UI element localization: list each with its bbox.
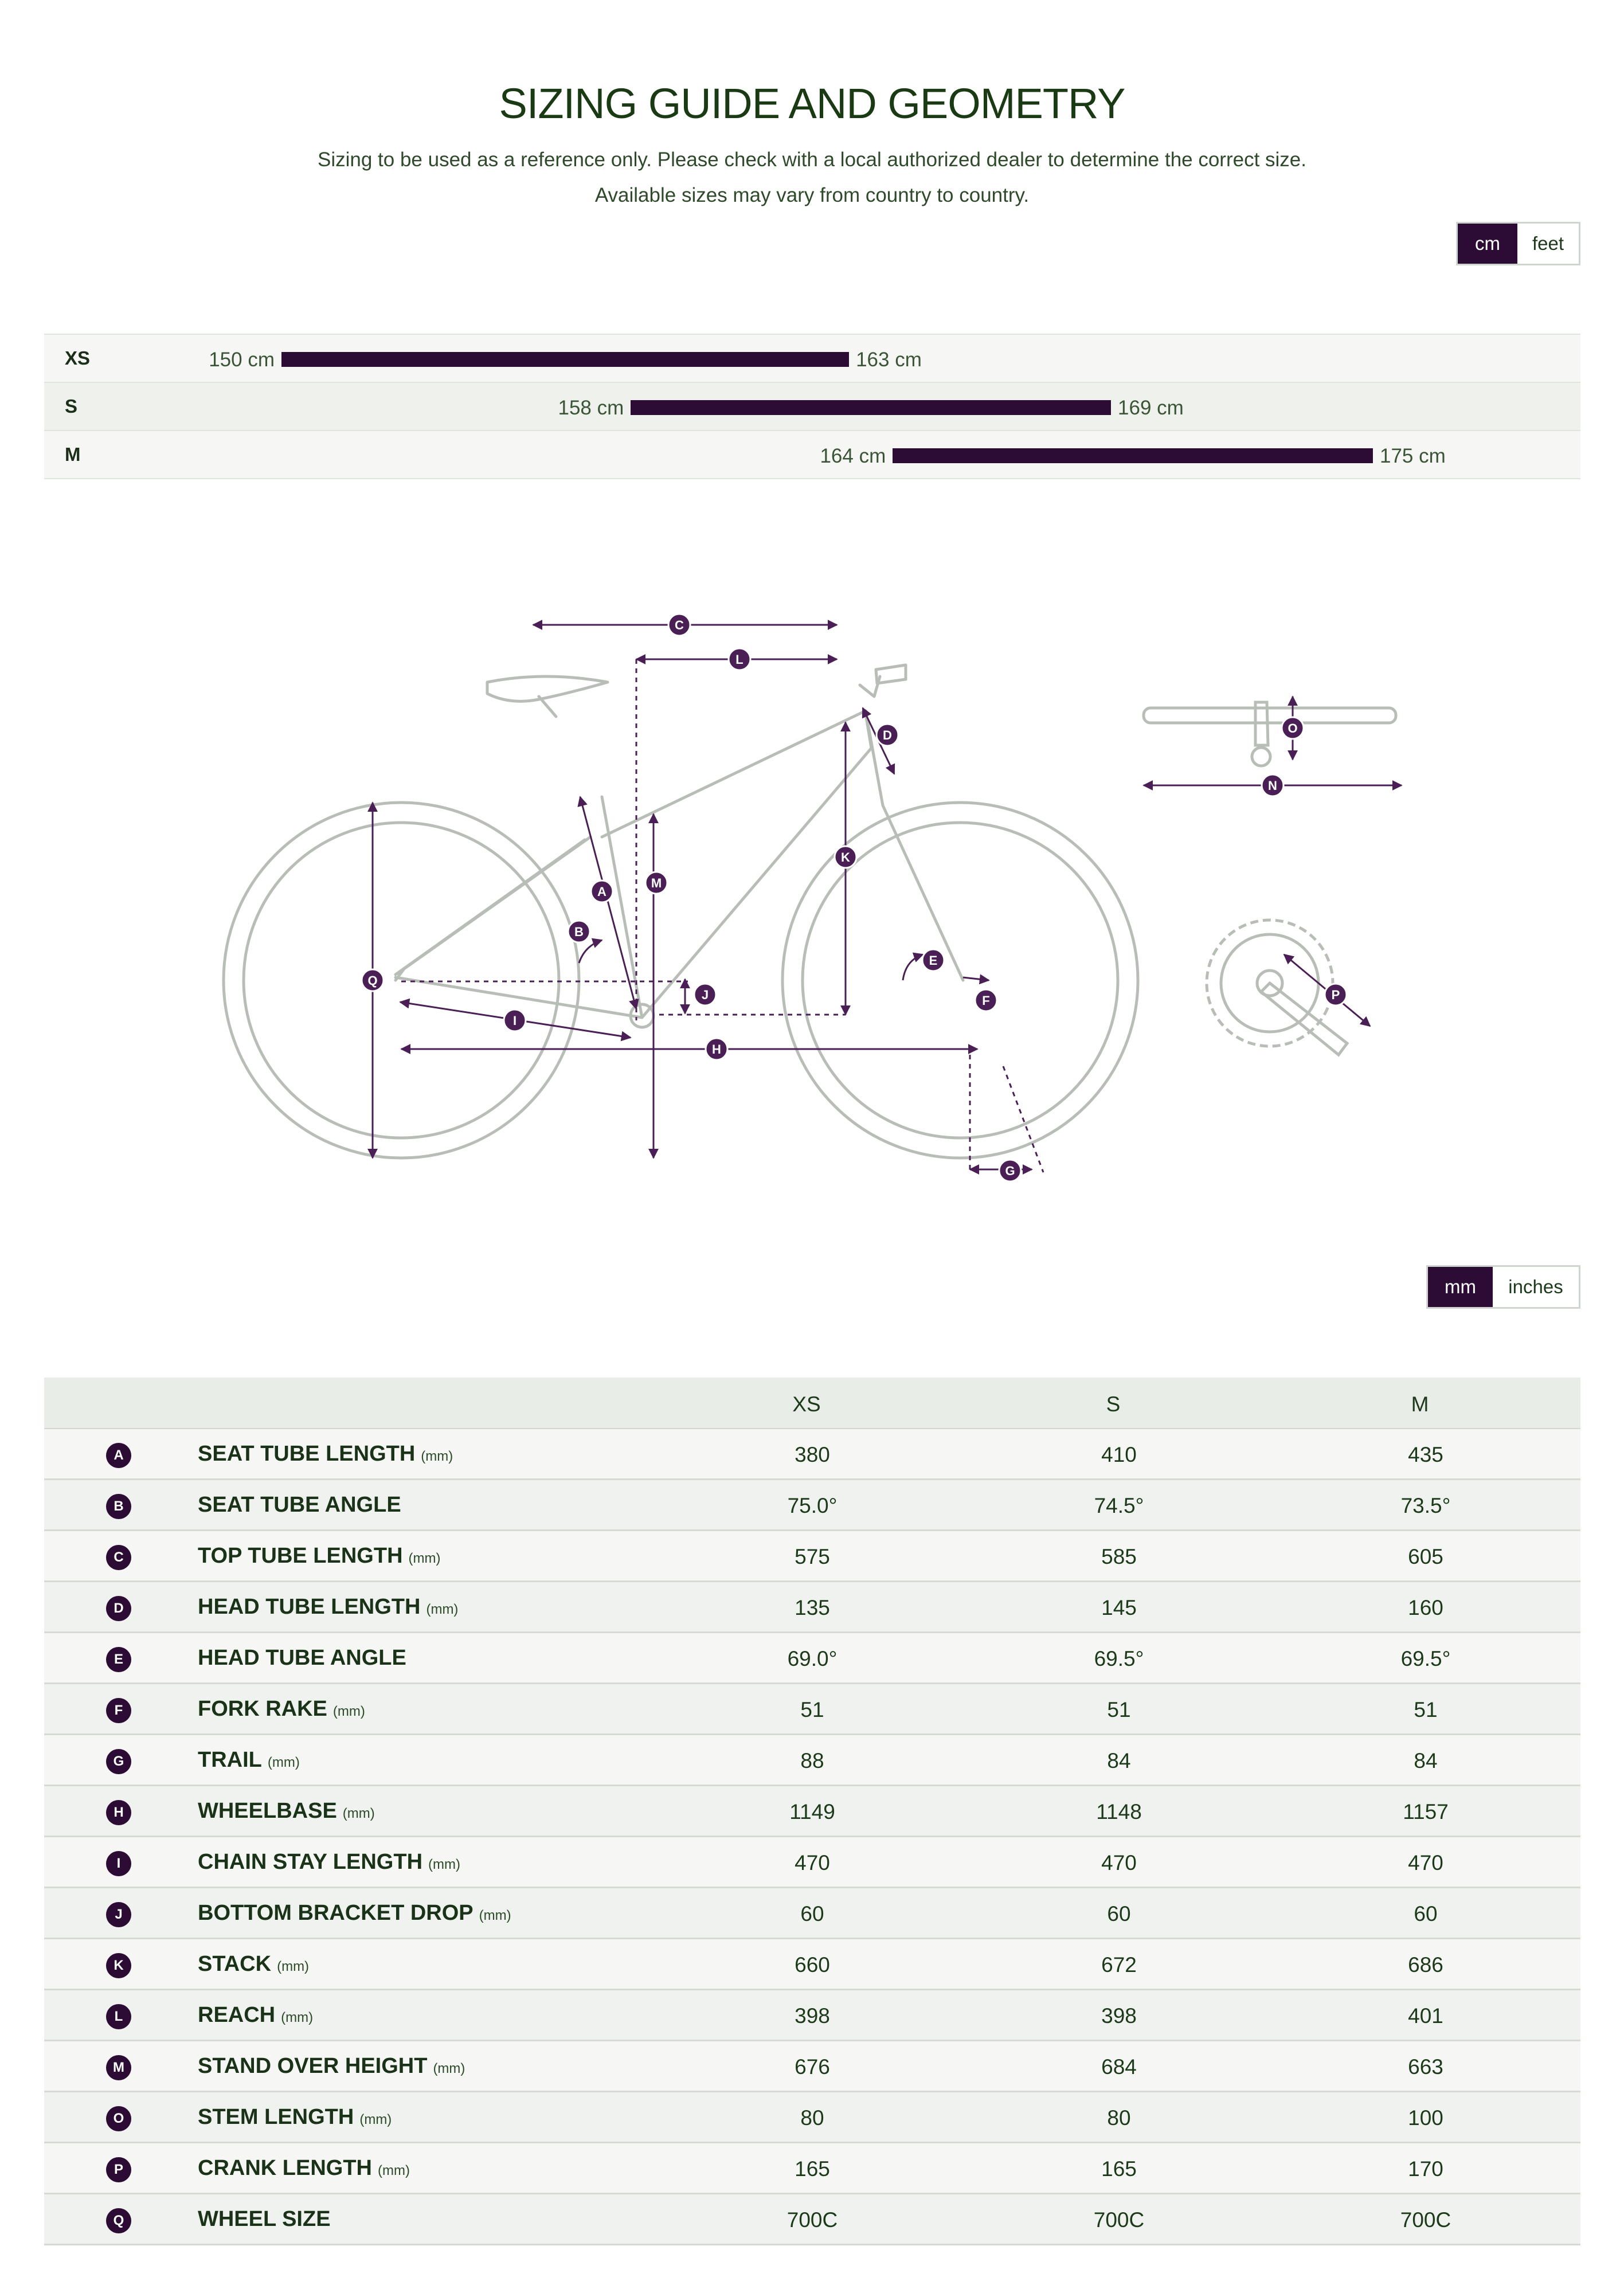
measurement-label: BOTTOM BRACKET DROP [198,1901,473,1925]
value-cell: 160 [1408,1596,1443,1619]
measurement-badge: D [106,1596,131,1621]
rider-height-ranges [44,334,1580,479]
measurement-unit: (mm) [359,2112,392,2127]
value-cell: 80 [800,2106,824,2130]
value-cell: 398 [795,2004,830,2028]
diagram-marker-label: F [982,993,990,1008]
table-row [44,2194,1580,2245]
diagram-marker-label: J [701,988,709,1002]
crankset-outline [1207,920,1347,1055]
value-cell: 700C [1400,2208,1451,2232]
range-min-label: 150 cm [209,349,275,371]
value-cell: 660 [795,1953,830,1977]
table-row [44,1990,1580,2041]
diagram-marker-label: I [512,1014,517,1028]
measurement-unit: (mm) [277,1959,310,1974]
value-cell: 470 [1101,1851,1137,1875]
value-cell: 69.5° [1094,1647,1144,1670]
value-cell: 60 [1414,1902,1438,1926]
table-row [44,1429,1580,1480]
measurement-badge: H [106,1800,131,1825]
range-bar [893,448,1373,463]
measurement-badge: L [106,2004,131,2029]
measurement-badge: M [106,2055,131,2080]
diagram-marker-label: M [651,876,662,890]
measurement-unit: (mm) [428,1857,460,1872]
table-row [44,1684,1580,1735]
measurement-badge: B [106,1494,131,1519]
measurement-name [198,2054,465,2079]
measurement-name [198,1697,365,1721]
value-cell: 470 [1408,1851,1443,1875]
value-cell: 398 [1101,2004,1137,2028]
measurement-unit: (mm) [281,2010,314,2025]
geometry-rows [44,1429,1580,2245]
measurement-unit: (mm) [479,1908,511,1923]
table-row [44,1633,1580,1684]
measurement-label: STEM LENGTH [198,2105,354,2129]
value-cell: 69.5° [1400,1647,1451,1670]
mm-option[interactable]: mm [1428,1267,1493,1307]
measurement-badge: C [106,1545,131,1570]
measurement-label: TRAIL [198,1748,262,1772]
measurement-label: SEAT TUBE LENGTH [198,1442,416,1466]
table-row [44,2143,1580,2194]
measurement-name [198,2156,410,2181]
size-range-row [44,430,1580,479]
value-cell: 686 [1408,1953,1443,1977]
measurement-label: STAND OVER HEIGHT [198,2054,428,2078]
value-cell: 60 [1107,1902,1131,1926]
measurement-name [198,1442,453,1466]
column-m: M [1411,1392,1429,1416]
diagram-marker-label: Q [367,973,378,988]
measurement-name [198,1799,375,1824]
value-cell: 684 [1101,2055,1137,2079]
size-label: XS [65,347,91,369]
value-cell: 69.0° [787,1647,838,1670]
table-row [44,1582,1580,1633]
measurement-unit: (mm) [421,1449,453,1464]
column-xs: XS [792,1392,821,1416]
measurement-label: CHAIN STAY LENGTH [198,1850,423,1874]
geometry-table-header [44,1378,1580,1429]
measurement-name [198,1544,440,1568]
value-cell: 51 [1414,1698,1438,1721]
measurement-name [198,1850,460,1875]
measurement-label: FORK RAKE [198,1697,327,1721]
feet-option[interactable]: feet [1517,224,1579,264]
diagram-marker-label: B [574,925,584,939]
table-row [44,1531,1580,1582]
sizing-disclaimer [0,142,1624,213]
diagram-marker-label: A [597,885,606,899]
table-row [44,1888,1580,1939]
table-row [44,1735,1580,1786]
value-cell: 51 [1107,1698,1131,1721]
measurement-name [198,2207,336,2232]
table-row [44,2092,1580,2143]
measurement-badge: G [106,1749,131,1774]
measurement-label: WHEELBASE [198,1799,337,1823]
measurement-unit: (mm) [377,2163,410,2178]
value-cell: 700C [786,2208,838,2232]
value-cell: 84 [1107,1749,1131,1772]
measurement-label: TOP TUBE LENGTH [198,1544,403,1568]
value-cell: 585 [1101,1545,1137,1568]
value-cell: 51 [800,1698,824,1721]
diagram-marker-label: P [1331,988,1340,1002]
measurement-label: REACH [198,2003,276,2027]
geometry-unit-toggle[interactable] [1426,1265,1580,1309]
measurement-unit: (mm) [342,1806,375,1821]
measurement-name [198,1493,407,1517]
value-cell: 470 [795,1851,830,1875]
measurement-label: HEAD TUBE LENGTH [198,1595,421,1619]
measurement-label: HEAD TUBE ANGLE [198,1646,406,1670]
value-cell: 401 [1408,2004,1443,2028]
cm-option[interactable]: cm [1458,224,1517,264]
geometry-table [44,1378,1580,2245]
size-label: S [65,396,78,417]
column-s: S [1106,1392,1121,1416]
value-cell: 380 [795,1443,830,1466]
value-cell: 100 [1408,2106,1443,2130]
value-cell: 80 [1107,2106,1131,2130]
value-cell: 145 [1101,1596,1137,1619]
table-row [44,2041,1580,2092]
diagram-marker-label: L [735,652,743,667]
diagram-marker-label: E [929,953,938,968]
value-cell: 74.5° [1094,1494,1144,1517]
measurement-name [198,1901,511,1926]
diagram-marker-label: H [712,1042,721,1056]
diagram-marker-label: C [675,618,684,632]
measurement-badge: F [106,1698,131,1723]
height-unit-toggle[interactable] [1456,222,1580,265]
measurement-name [198,2003,313,2028]
measurement-label: SEAT TUBE ANGLE [198,1493,401,1517]
diagram-marker-label: K [841,850,850,864]
range-min-label: 164 cm [820,445,886,467]
value-cell: 700C [1093,2208,1145,2232]
measurement-unit: (mm) [433,2061,465,2076]
measurement-label: WHEEL SIZE [198,2207,331,2231]
value-cell: 672 [1101,1953,1137,1977]
range-bar [631,400,1111,415]
size-label: M [65,444,81,465]
value-cell: 60 [800,1902,824,1926]
value-cell: 165 [795,2157,830,2181]
table-row [44,1837,1580,1888]
measurement-badge: A [106,1443,131,1468]
table-row [44,1480,1580,1531]
value-cell: 676 [795,2055,830,2079]
measurement-unit: (mm) [332,1704,365,1719]
disclaimer-line-1: Sizing to be used as a reference only. Please check with a local authorized dealer to determine the correct size. [317,148,1306,171]
table-row [44,1939,1580,1990]
measurement-name [198,1748,300,1772]
measurement-badge: J [106,1902,131,1927]
value-cell: 75.0° [787,1494,838,1517]
value-cell: 605 [1408,1545,1443,1568]
measurement-name [198,1595,458,1619]
measurement-name [198,2105,392,2130]
value-cell: 84 [1414,1749,1438,1772]
bike-geometry-diagram [189,585,1450,1204]
measurement-unit: (mm) [267,1755,300,1770]
page-title: SIZING GUIDE AND GEOMETRY [499,79,1125,127]
measurement-badge: Q [106,2208,131,2233]
range-max-label: 169 cm [1118,397,1184,419]
table-row [44,1786,1580,1837]
measurement-badge: I [106,1851,131,1876]
range-min-label: 158 cm [558,397,624,419]
value-cell: 1149 [789,1800,835,1824]
value-cell: 1157 [1403,1800,1449,1824]
value-cell: 73.5° [1400,1494,1451,1517]
handlebar-outline [1144,702,1396,766]
value-cell: 575 [795,1545,830,1568]
range-max-label: 163 cm [856,349,922,371]
disclaimer-line-2: Available sizes may vary from country to country. [594,184,1030,206]
size-range-row [44,334,1580,382]
value-cell: 1148 [1096,1800,1142,1824]
range-max-label: 175 cm [1380,445,1446,467]
value-cell: 88 [800,1749,824,1772]
range-bar [281,352,849,367]
measurement-badge: K [106,1953,131,1978]
value-cell: 170 [1408,2157,1443,2181]
measurement-badge: P [106,2157,131,2182]
measurement-name [198,1646,412,1670]
value-cell: 135 [795,1596,830,1619]
diagram-marker-label: D [883,728,892,742]
size-range-row [44,382,1580,430]
value-cell: 410 [1101,1443,1137,1466]
value-cell: 435 [1408,1443,1443,1466]
value-cell: 165 [1101,2157,1137,2181]
measurement-label: STACK [198,1952,272,1976]
bike-outline [224,665,1138,1158]
measurement-name [198,1952,309,1977]
diagram-marker-label: N [1268,778,1277,793]
measurement-badge: O [106,2106,131,2131]
measurement-label: CRANK LENGTH [198,2156,372,2180]
diagram-marker-label: G [1005,1164,1015,1178]
diagram-marker-label: O [1288,721,1298,735]
measurement-badge: E [106,1647,131,1672]
inches-option[interactable]: inches [1493,1267,1579,1307]
measurement-unit: (mm) [408,1551,441,1566]
measurement-unit: (mm) [426,1602,459,1617]
value-cell: 663 [1408,2055,1443,2079]
